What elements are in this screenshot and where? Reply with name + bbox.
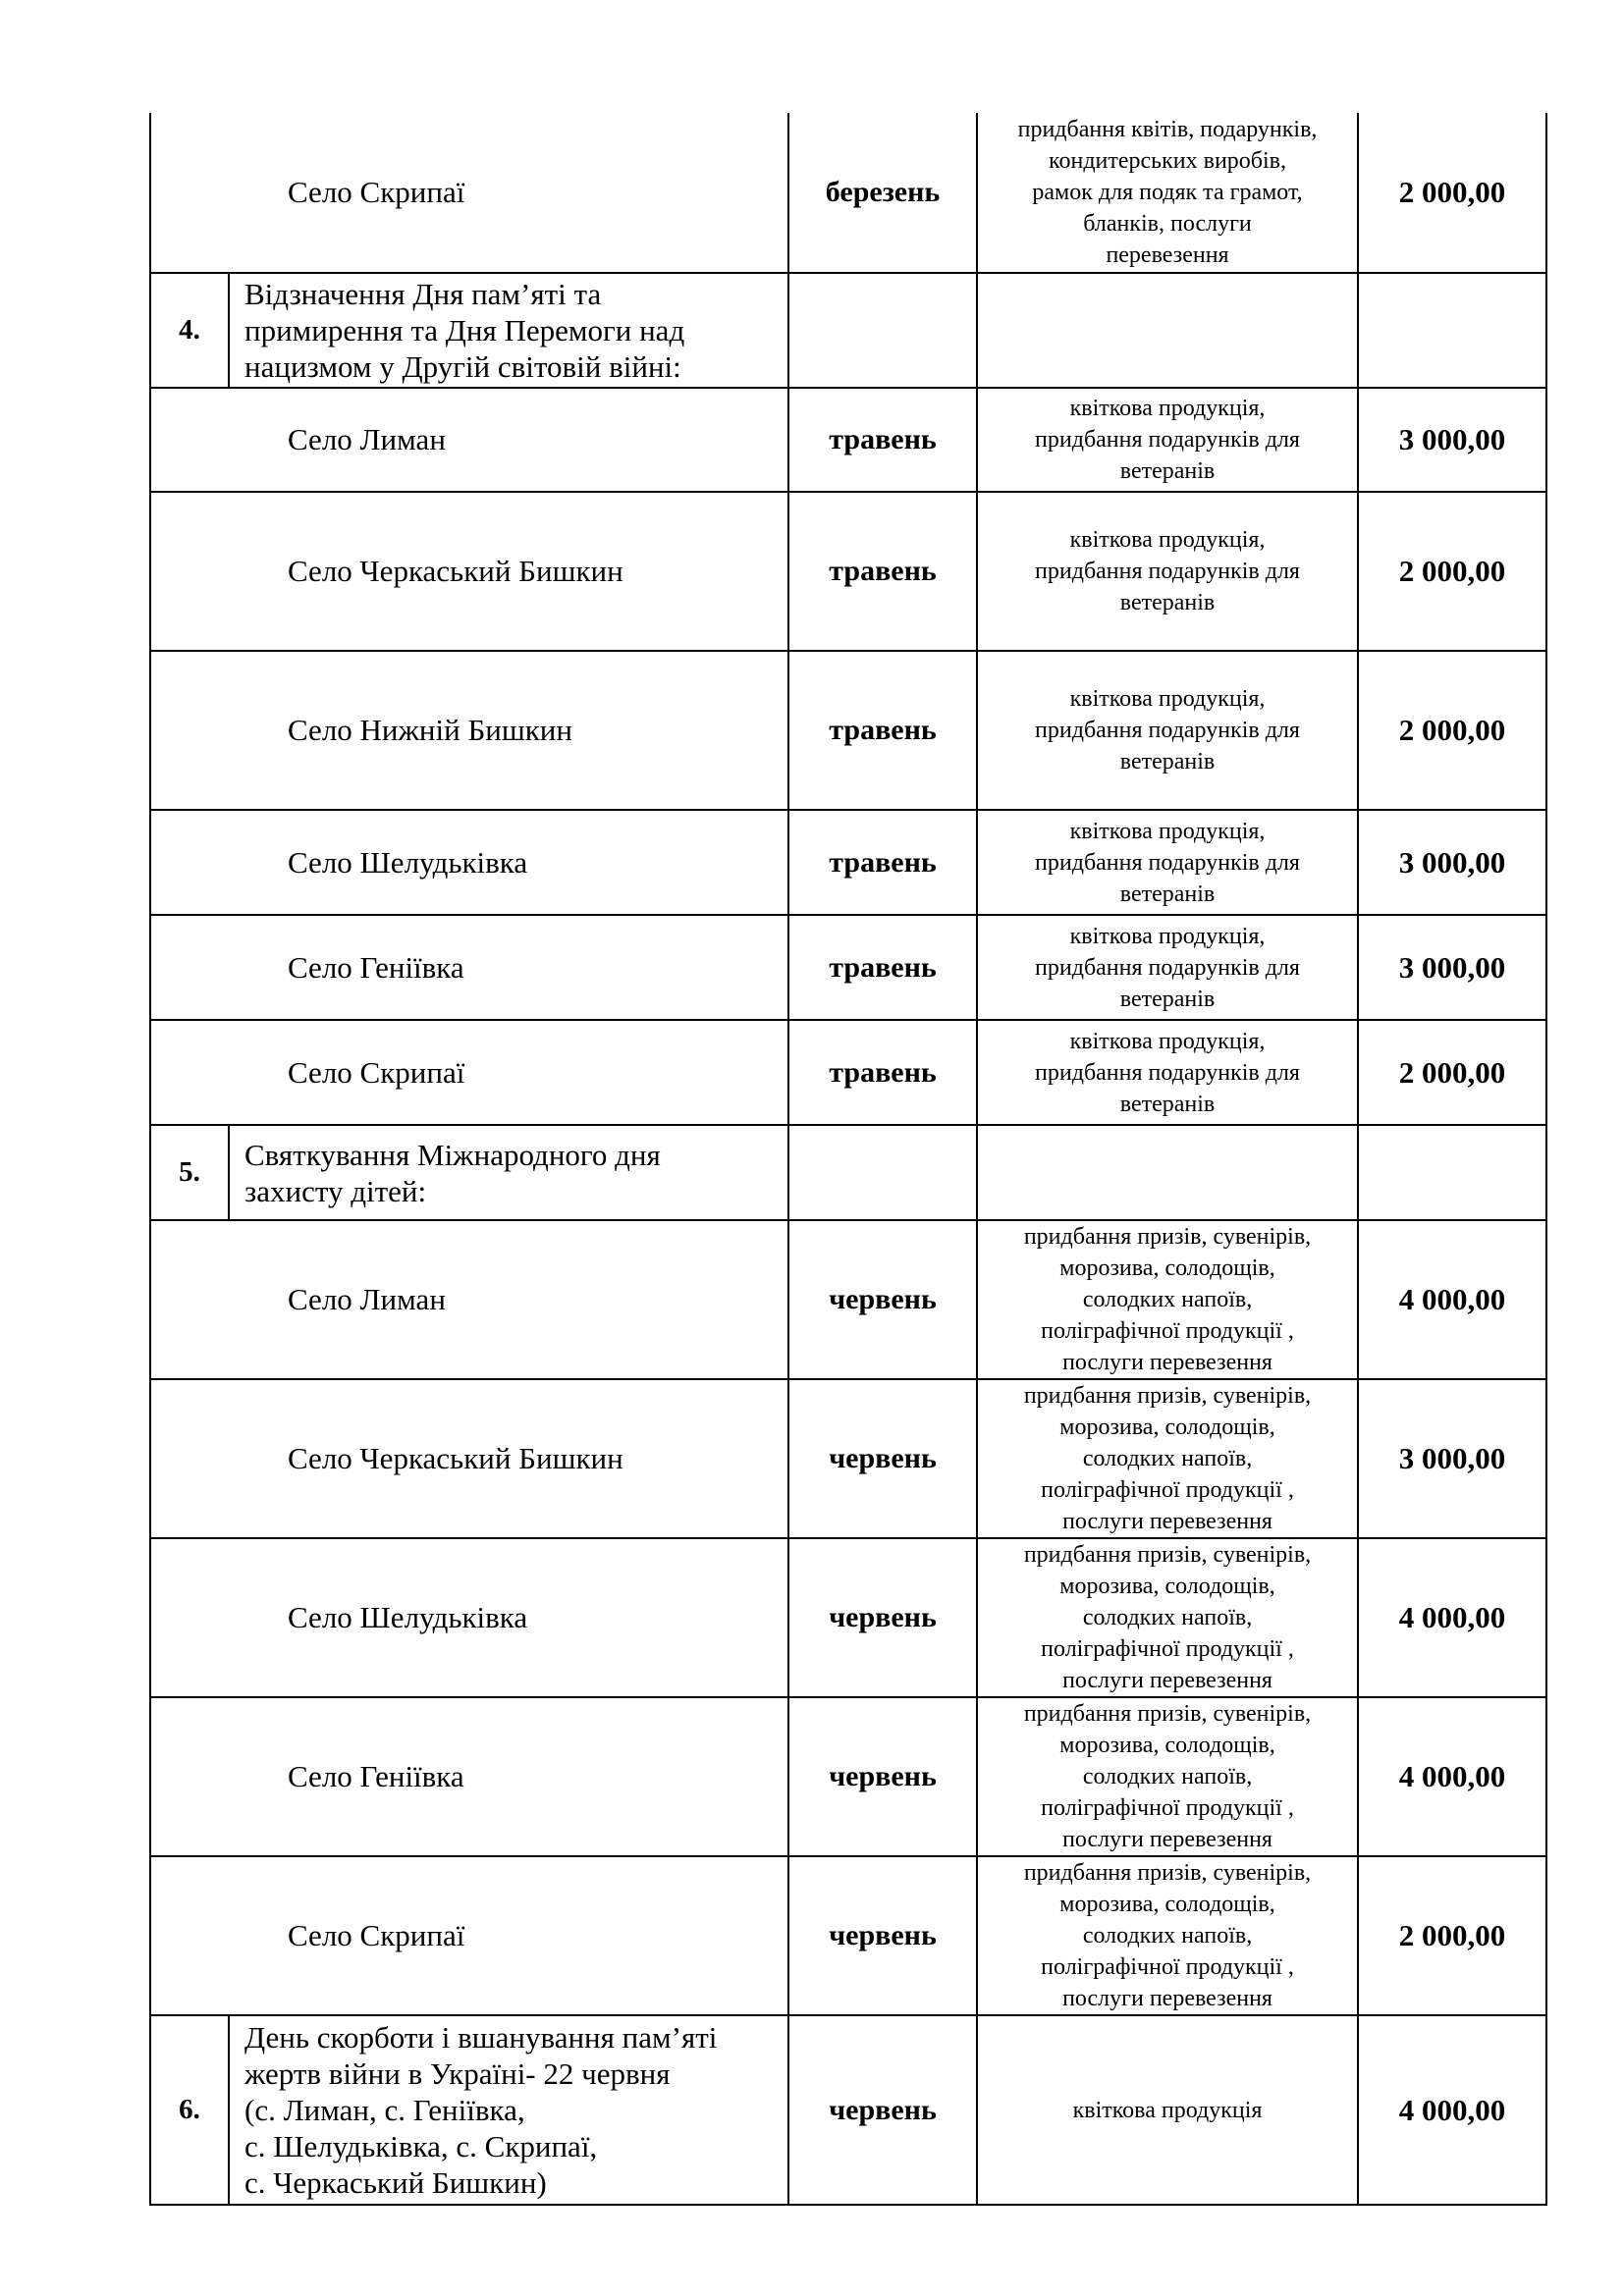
expense-description-cell [977,651,1358,810]
description-line: ветеранів [1119,881,1216,907]
amount-cell: 2 000,00 [1358,1020,1546,1125]
empty-description-cell [977,273,1358,388]
month-cell: травень [788,810,977,915]
empty-description-cell [977,1125,1358,1220]
description-line: послуги перевезення [1062,1986,1272,2011]
village-name-cell: Село Лиман [150,388,788,492]
amount-cell: 4 000,00 [1358,1538,1546,1697]
village-row [150,113,1546,273]
description-line: придбання призів, сувенірів, [1023,1542,1312,1568]
village-row [150,1020,1546,1125]
expense-description-cell [977,1856,1358,2015]
section-row [150,2015,1546,2205]
description-line: квіткова продукція, [1069,527,1266,553]
amount-cell: 2 000,00 [1358,492,1546,651]
section-title [229,1125,788,1220]
description-line: квіткова продукція, [1069,396,1266,421]
expense-description-cell [977,1020,1358,1125]
section-title-line: с. Шелудьківка, с. Скрипаї, [244,2129,598,2163]
month-cell: травень [788,388,977,492]
amount-cell: 2 000,00 [1358,113,1546,273]
description-line: поліграфічної продукції , [1041,1954,1294,1980]
description-line: солодких напоїв, [1082,1287,1253,1312]
description-line: кондитерських виробів, [1049,148,1286,174]
amount-cell: 3 000,00 [1358,810,1546,915]
expense-description-cell [977,113,1358,273]
month-cell: червень [788,1697,977,1856]
village-name-cell: Село Скрипаї [150,1856,788,2015]
empty-month-cell [788,1125,977,1220]
description-line: ветеранів [1119,458,1216,484]
month-cell: травень [788,915,977,1020]
empty-amount-cell [1358,1125,1546,1220]
description-line: солодких напоїв, [1082,1605,1253,1630]
village-row [150,1538,1546,1697]
description-line: морозива, солодощів, [1059,1415,1275,1440]
amount-cell: 3 000,00 [1358,388,1546,492]
description-line: поліграфічної продукції , [1041,1636,1294,1662]
amount-cell: 3 000,00 [1358,1379,1546,1538]
description-line: солодких напоїв, [1082,1446,1253,1471]
description-line: перевезення [1106,242,1229,268]
expense-description-cell [977,492,1358,651]
month-cell: червень [788,1538,977,1697]
description-line: ветеранів [1119,1091,1216,1117]
description-line: послуги перевезення [1062,1350,1272,1375]
description-line: морозива, солодощів, [1059,1574,1275,1599]
section-title-line: Святкування Міжнародного дня [244,1137,661,1172]
empty-amount-cell [1358,273,1546,388]
village-name-cell: Село Черкаський Бишкин [150,492,788,651]
village-row [150,388,1546,492]
section-title-line: захисту дітей: [244,1173,427,1208]
village-row [150,1220,1546,1379]
expense-description-cell [977,810,1358,915]
village-row [150,1856,1546,2015]
section-title-line: примирення та Дня Перемоги над [244,313,685,347]
amount-cell: 3 000,00 [1358,915,1546,1020]
expense-description-cell [977,1379,1358,1538]
description-line: придбання подарунків для [1035,954,1300,981]
description-line: ветеранів [1119,986,1216,1012]
section-title-line: нацизмом у Другій світовій війні: [244,349,681,384]
description-line: солодких напоїв, [1082,1764,1253,1789]
expense-description-cell [977,2015,1358,2205]
table-body [150,113,1546,2205]
description-line: квіткова продукція, [1069,686,1266,712]
village-name-cell: Село Скрипаї [150,1020,788,1125]
description-line: квіткова продукція, [1069,923,1266,949]
month-cell: червень [788,1856,977,2015]
village-name-cell: Село Шелудьківка [150,1538,788,1697]
village-name-cell: Село Скрипаї [150,113,788,273]
section-number: 4. [150,273,229,388]
village-name-cell: Село Геніївка [150,1697,788,1856]
amount-cell: 4 000,00 [1358,2015,1546,2205]
description-line: морозива, солодощів, [1059,1733,1275,1758]
description-line: ветеранів [1119,749,1216,774]
section-row [150,1125,1546,1220]
expense-description-cell [977,1538,1358,1697]
section-row [150,273,1546,388]
village-row [150,1697,1546,1856]
amount-cell: 4 000,00 [1358,1220,1546,1379]
village-name-cell: Село Геніївка [150,915,788,1020]
description-line: квіткова продукція, [1069,818,1266,844]
description-line: рамок для подяк та грамот, [1032,180,1303,205]
description-line: придбання подарунків для [1035,559,1300,584]
section-title [229,273,788,388]
month-cell: травень [788,1020,977,1125]
description-line: поліграфічної продукції , [1041,1477,1294,1503]
amount-cell: 2 000,00 [1358,651,1546,810]
month-cell: червень [788,2015,977,2205]
section-number: 6. [150,2015,229,2205]
empty-month-cell [788,273,977,388]
expense-description-cell [977,1220,1358,1379]
expense-description-cell [977,915,1358,1020]
events-budget-table [149,113,1547,2206]
description-line: ветеранів [1119,590,1216,615]
description-line: бланків, послуги [1083,211,1252,237]
month-cell: березень [788,113,977,273]
village-name-cell: Село Шелудьківка [150,810,788,915]
village-name-cell: Село Нижній Бишкин [150,651,788,810]
village-row [150,1379,1546,1538]
description-line: послуги перевезення [1062,1509,1272,1534]
description-line: послуги перевезення [1062,1827,1272,1852]
description-line: придбання призів, сувенірів, [1023,1383,1312,1409]
village-row [150,810,1546,915]
amount-cell: 4 000,00 [1358,1697,1546,1856]
month-cell: травень [788,492,977,651]
section-title [229,2015,788,2205]
month-cell: червень [788,1220,977,1379]
village-name-cell: Село Черкаський Бишкин [150,1379,788,1538]
section-title-line: жертв війни в Україні- 22 червня [244,2056,671,2091]
month-cell: червень [788,1379,977,1538]
section-title-line: (с. Лиман, с. Геніївка, [244,2093,525,2127]
description-line: придбання подарунків для [1035,849,1300,876]
description-line: придбання призів, сувенірів, [1023,1860,1312,1886]
description-line: придбання подарунків для [1035,1059,1300,1086]
village-row [150,492,1546,651]
description-line: послуги перевезення [1062,1668,1272,1693]
village-row [150,915,1546,1020]
description-line: поліграфічної продукції , [1041,1795,1294,1821]
expense-description-cell [977,1697,1358,1856]
section-title-line: с. Черкаський Бишкин) [244,2165,547,2200]
section-title-line: День скорботи і вшанування пам’яті [244,2020,718,2055]
description-line: солодких напоїв, [1082,1923,1253,1949]
amount-cell: 2 000,00 [1358,1856,1546,2015]
village-row [150,651,1546,810]
description-line: поліграфічної продукції , [1041,1318,1294,1344]
month-cell: травень [788,651,977,810]
section-title-line: Відзначення Дня пам’яті та [244,277,602,311]
description-line: придбання подарунків для [1035,427,1300,453]
description-line: морозива, солодощів, [1059,1255,1275,1281]
description-line: придбання подарунків для [1035,718,1300,743]
description-line: квіткова продукція [1072,2097,1263,2123]
description-line: придбання призів, сувенірів, [1023,1701,1312,1727]
description-line: придбання призів, сувенірів, [1023,1224,1312,1250]
description-line: морозива, солодощів, [1059,1892,1275,1917]
section-number: 5. [150,1125,229,1220]
village-name-cell: Село Лиман [150,1220,788,1379]
description-line: придбання квітів, подарунків, [1017,117,1318,142]
expense-description-cell [977,388,1358,492]
description-line: квіткова продукція, [1069,1028,1266,1054]
